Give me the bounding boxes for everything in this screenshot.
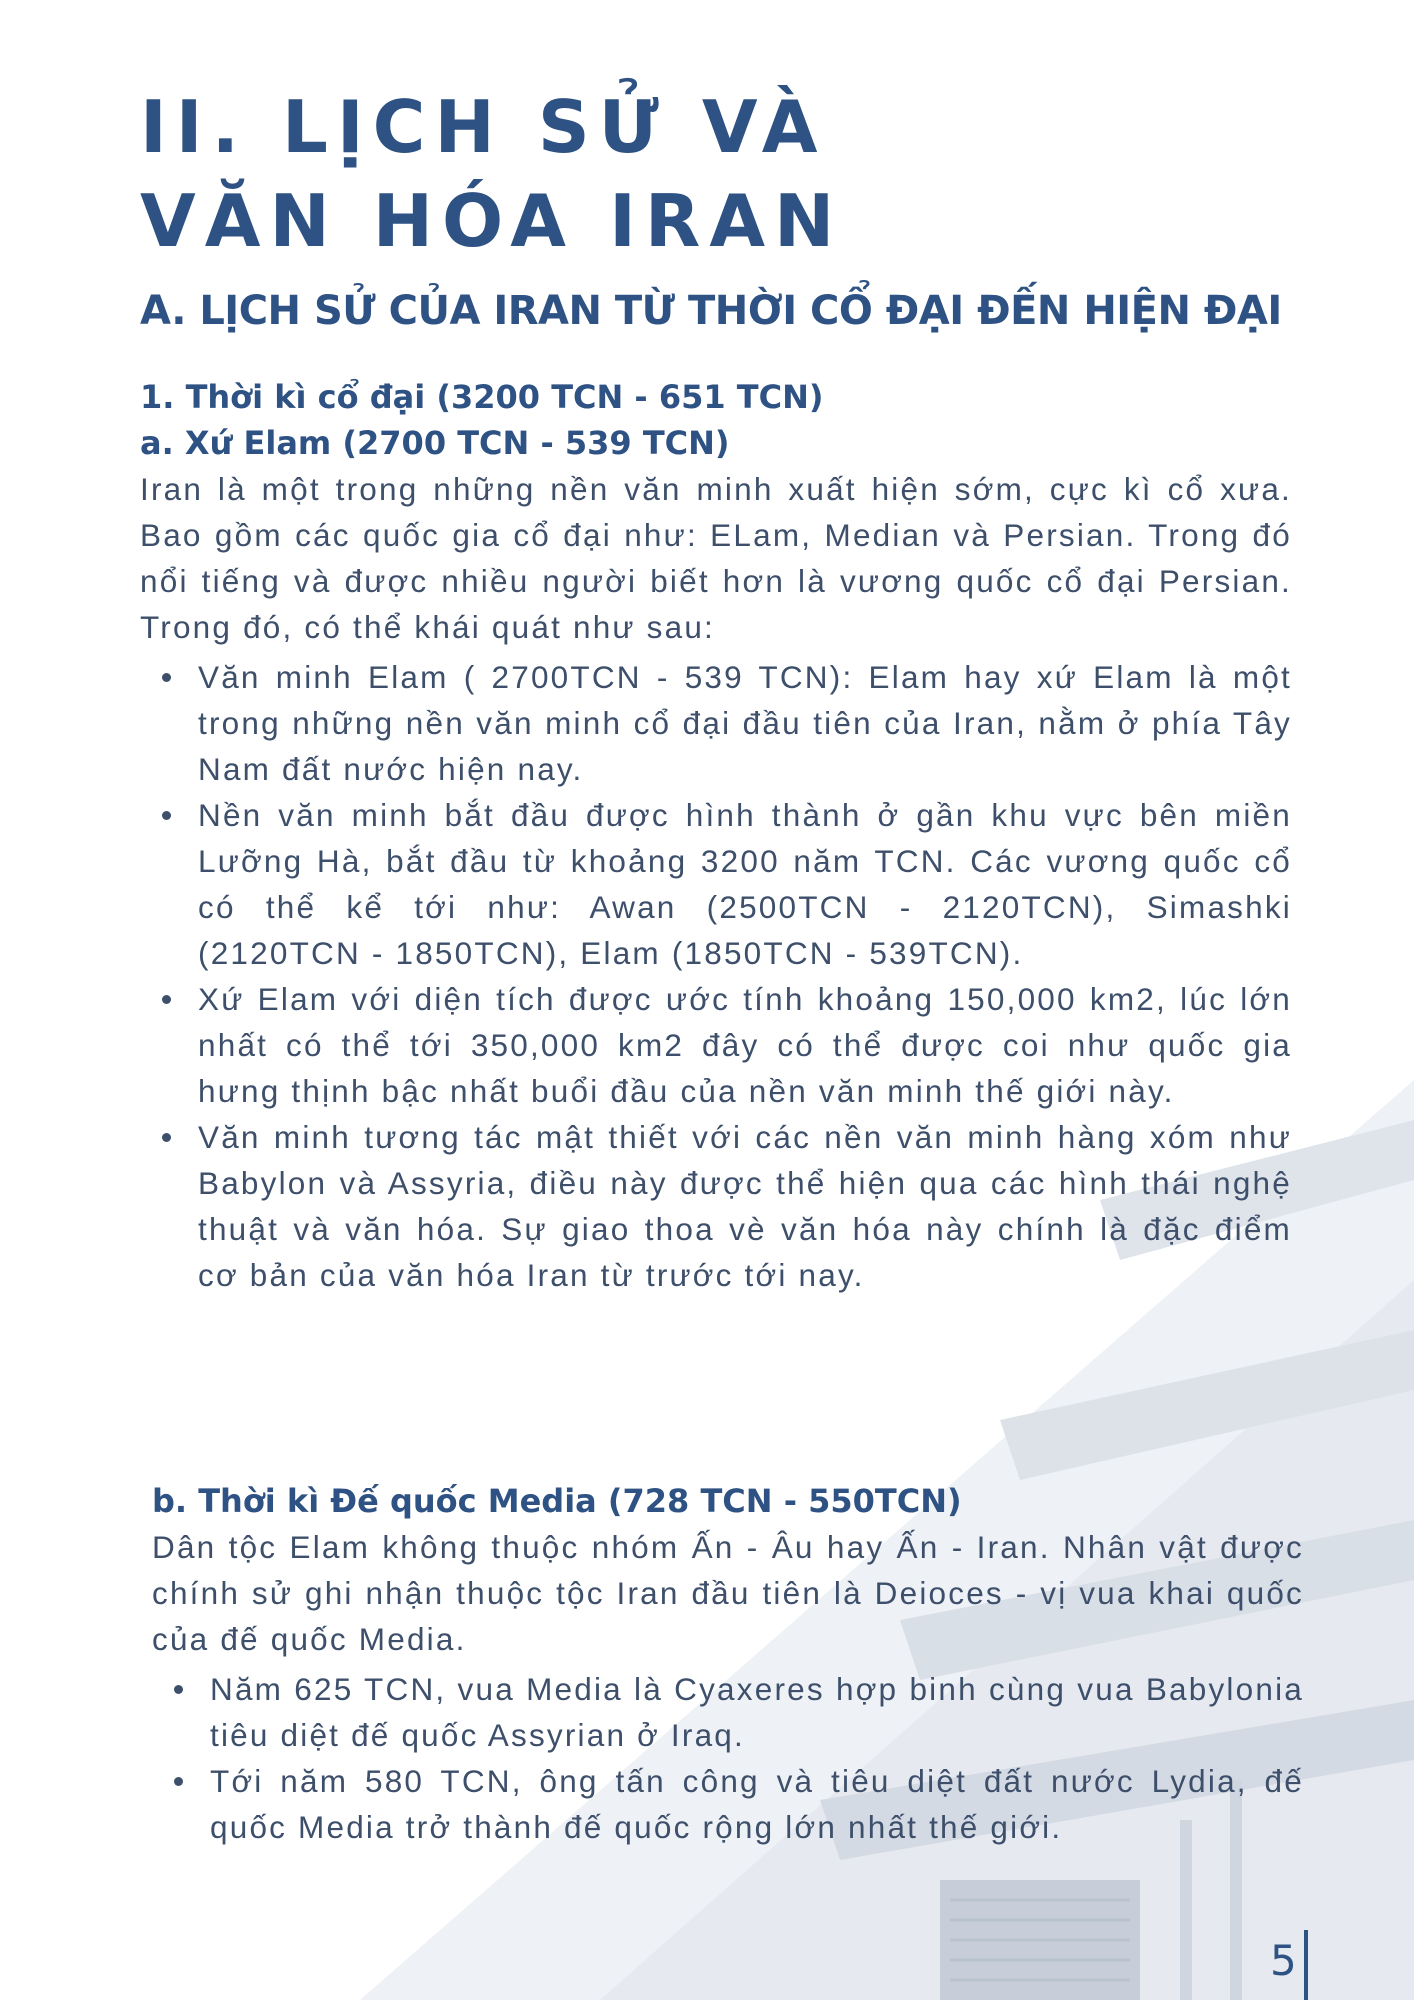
period-heading: 1. Thời kì cổ đại (3200 TCN - 651 TCN) xyxy=(140,378,824,416)
bullet-icon xyxy=(162,811,171,820)
bullet-icon xyxy=(162,1133,171,1142)
list-item xyxy=(198,976,1292,1114)
media-bullet-list xyxy=(152,1666,1304,1850)
bullet-icon xyxy=(162,673,171,682)
page-title xyxy=(140,80,843,268)
bullet-icon xyxy=(174,1685,183,1694)
elam-heading: a. Xứ Elam (2700 TCN - 539 TCN) xyxy=(140,424,730,462)
media-heading: b. Thời kì Đế quốc Media (728 TCN - 550TCN) xyxy=(152,1482,962,1520)
list-item-text: Văn minh Elam ( 2700TCN - 539 TCN): Elam hay xứ Elam là một trong những nền văn minh cổ đại đầu tiên của Iran, nằm ở phía Tây Nam đất nước hiện nay. xyxy=(198,659,1292,787)
list-item-text: Xứ Elam với diện tích được ước tính khoảng 150,000 km2, lúc lớn nhất có thể tới 350,000 km2 đây có thể được coi như quốc gia hưng thịnh bậc nhất buổi đầu của nền văn minh thế giới này. xyxy=(198,981,1292,1109)
page-number: 5 xyxy=(1270,1936,1297,1985)
elam-bullet-list xyxy=(140,654,1292,1298)
list-item xyxy=(198,654,1292,792)
bullet-icon xyxy=(162,995,171,1004)
elam-intro-paragraph: Iran là một trong những nền văn minh xuất hiện sớm, cực kì cổ xưa. Bao gồm các quốc gia cổ đại như: ELam, Median và Persian. Trong đó nổi tiếng và được nhiều người biết hơn là vương quốc cổ đại Persian. Trong đó, có thể khái quát như sau: xyxy=(140,471,1292,645)
list-item-text: Tới năm 580 TCN, ông tấn công và tiêu diệt đất nước Lydia, đế quốc Media trở thành đế quốc rộng lớn nhất thế giới. xyxy=(210,1763,1304,1845)
bullet-icon xyxy=(174,1777,183,1786)
list-item xyxy=(210,1758,1304,1850)
list-item-text: Văn minh tương tác mật thiết với các nền văn minh hàng xóm như Babylon và Assyria, điều này được thể hiện qua các hình thái nghệ thuật và văn hóa. Sự giao thoa vè văn hóa này chính là đặc điểm cơ bản của văn hóa Iran từ trước tới nay. xyxy=(198,1119,1292,1293)
list-item-text: Nền văn minh bắt đầu được hình thành ở gần khu vực bên miền Lưỡng Hà, bắt đầu từ khoảng 3200 năm TCN. Các vương quốc cổ có thể kể tới như: Awan (2500TCN - 2120TCN), Simashki (2120TCN - 1850TCN), Elam (1850TCN - 539TCN). xyxy=(198,797,1292,971)
title-line-2: VĂN HÓA IRAN xyxy=(140,179,844,263)
list-item-text: Năm 625 TCN, vua Media là Cyaxeres hợp binh cùng vua Babylonia tiêu diệt đế quốc Assyrian ở Iraq. xyxy=(210,1671,1304,1753)
media-empire-section xyxy=(152,1478,1304,1850)
title-line-1: II. LỊCH SỬ VÀ xyxy=(140,85,827,169)
list-item xyxy=(198,792,1292,976)
page-number-divider xyxy=(1304,1930,1308,2000)
list-item xyxy=(198,1114,1292,1298)
section-heading: A. LỊCH SỬ CỦA IRAN TỪ THỜI CỔ ĐẠI ĐẾN HIỆN ĐẠI xyxy=(140,288,1282,334)
list-item xyxy=(210,1666,1304,1758)
ancient-period-section xyxy=(140,374,1292,1298)
media-intro-paragraph: Dân tộc Elam không thuộc nhóm Ấn - Âu hay Ấn - Iran. Nhân vật được chính sử ghi nhận thuộc tộc Iran đầu tiên là Deioces - vị vua khai quốc của đế quốc Media. xyxy=(152,1529,1304,1657)
